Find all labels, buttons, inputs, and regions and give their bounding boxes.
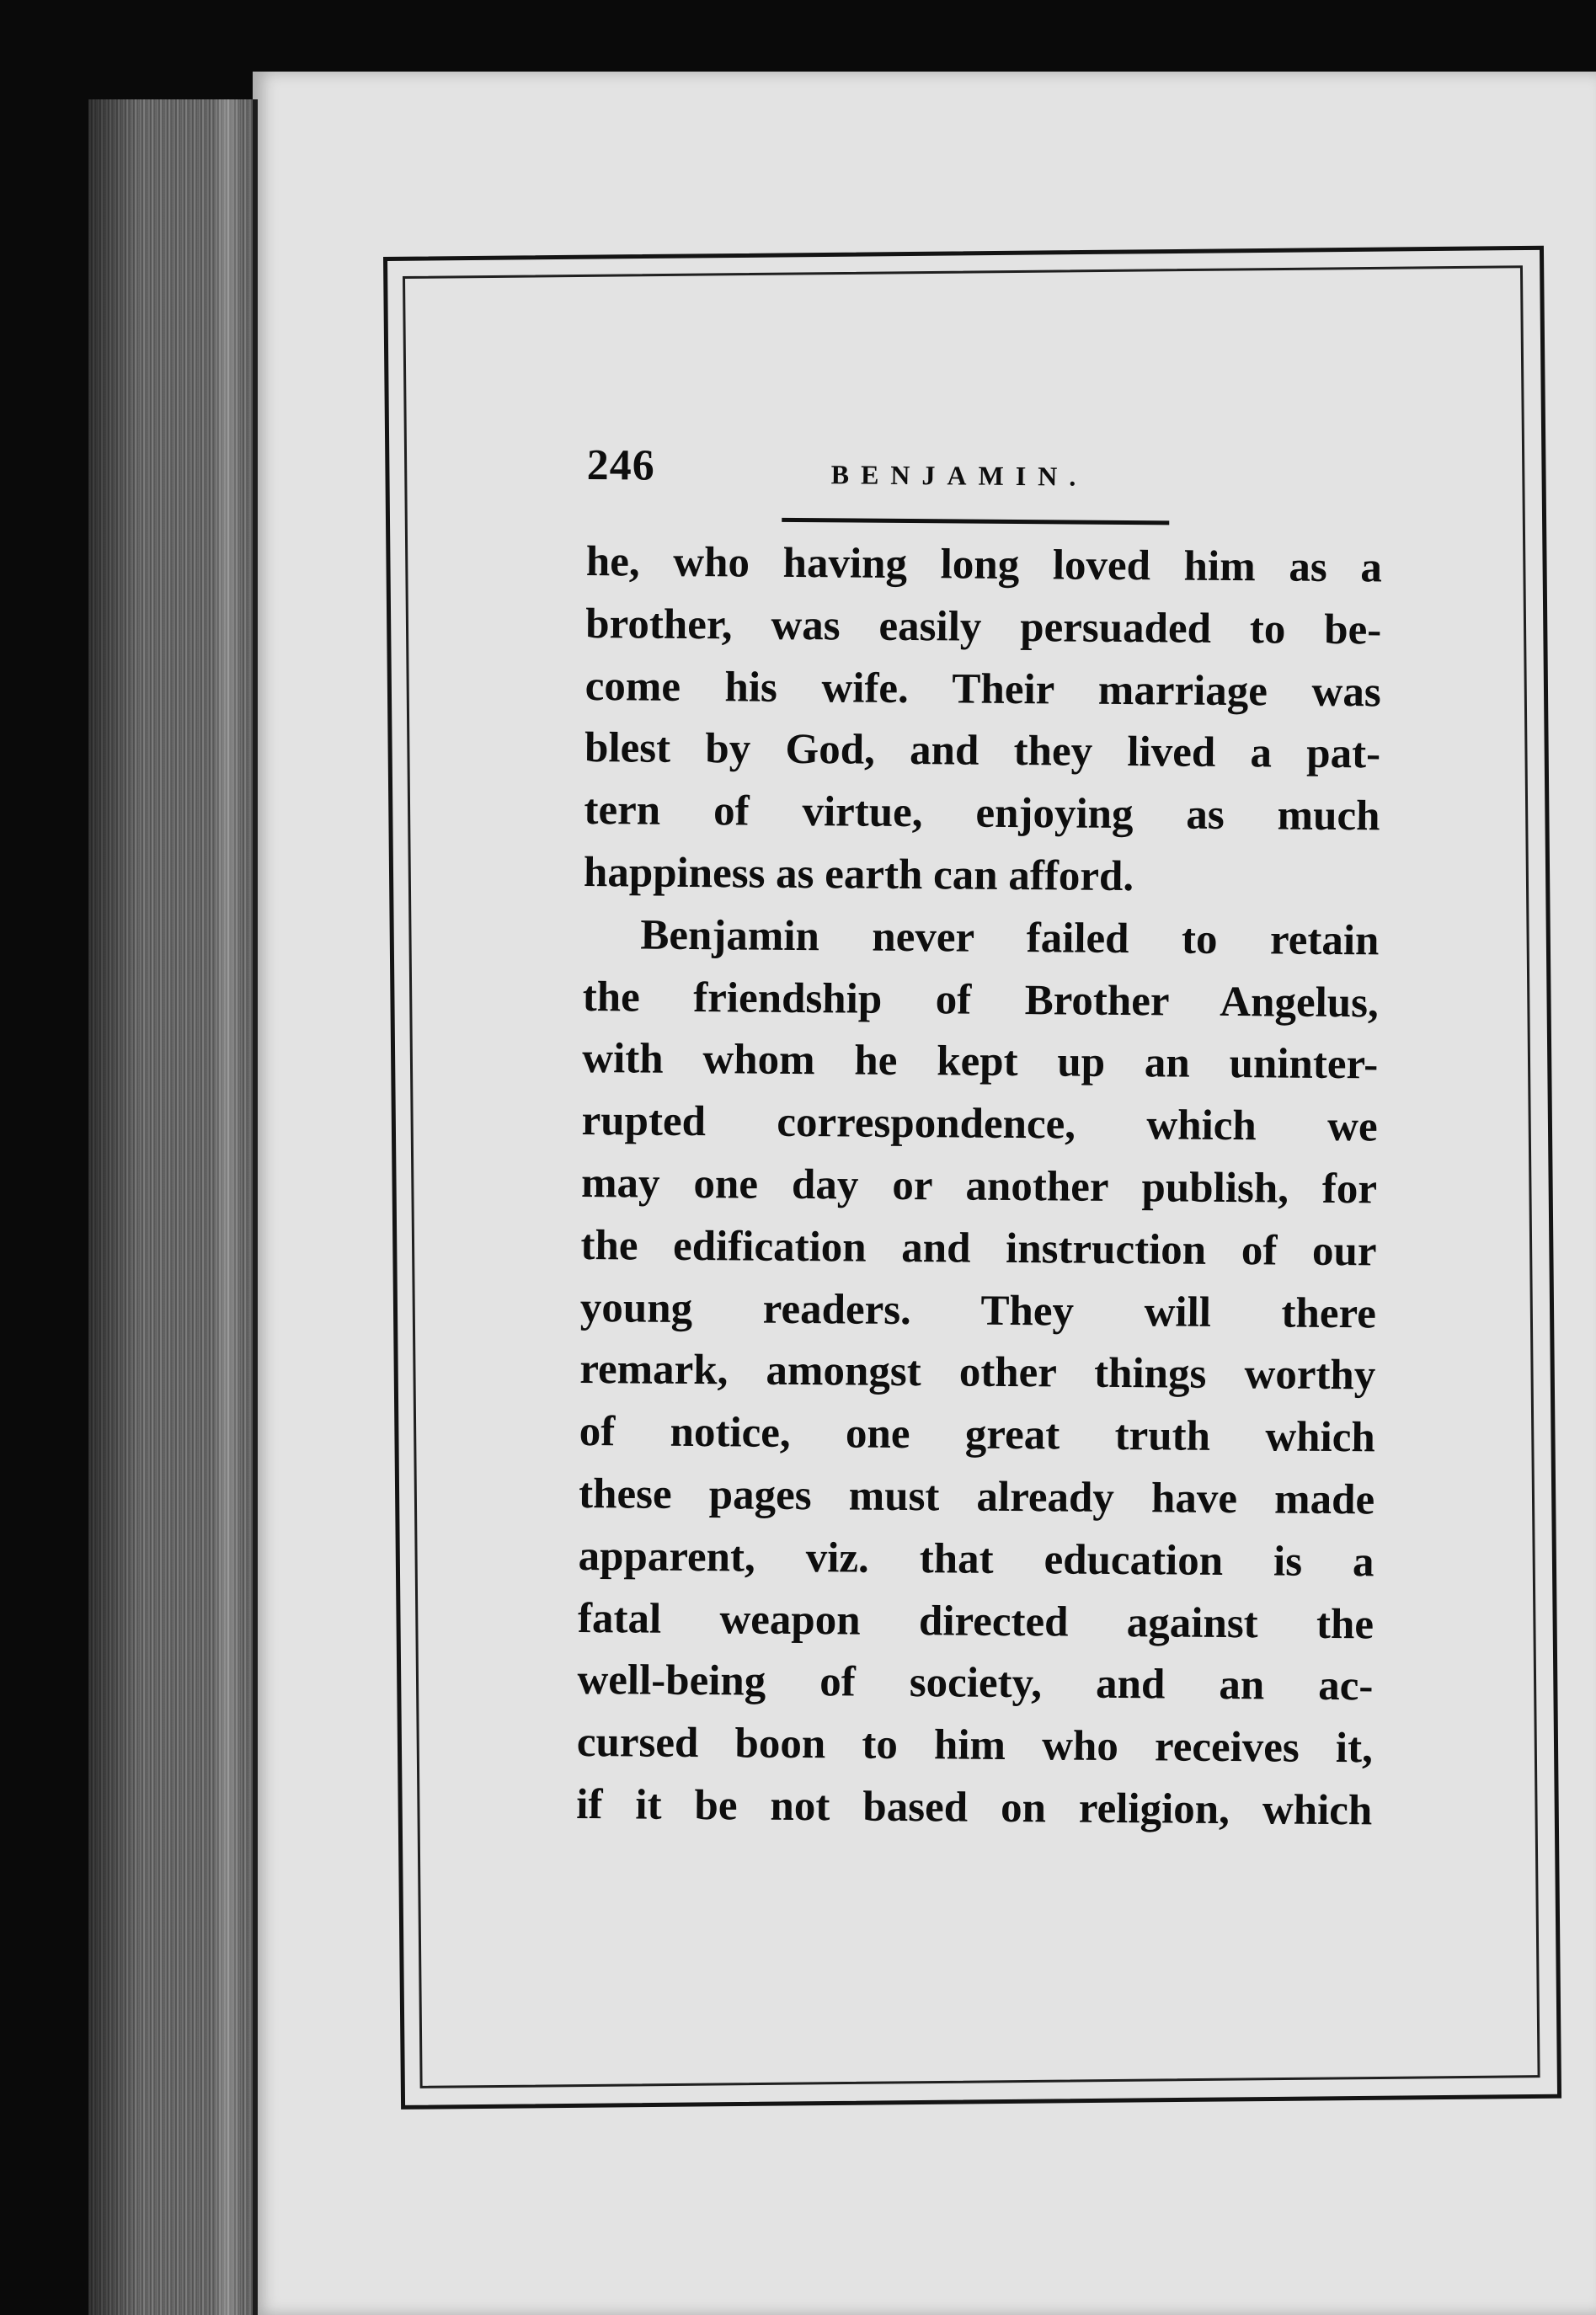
text-line: Benjamin never failed to retain <box>640 911 1380 965</box>
text-line: apparent, viz. that education is a <box>578 1532 1374 1587</box>
gutter-line <box>253 99 258 2315</box>
text-line: come his wife. Their marriage was <box>584 662 1381 717</box>
text-line: well-being of society, and an ac- <box>577 1656 1374 1710</box>
head-rule <box>782 518 1169 525</box>
text-line: the friendship of Brother Angelus, <box>582 973 1380 1027</box>
text-line: brother, was easily persuaded to be- <box>585 600 1382 654</box>
text-line: he, who having long loved him as a <box>585 537 1383 592</box>
text-line: blest by God, and they lived a pat- <box>584 724 1381 778</box>
text-line: of notice, one great truth which <box>579 1408 1375 1462</box>
text-line: cursed boon to him who receives it, <box>576 1719 1374 1773</box>
text-line: tern of virtue, enjoying as much <box>584 787 1380 840</box>
text-line: happiness as earth can afford. <box>583 848 1134 901</box>
edge-highlight <box>215 99 240 2315</box>
text-line: these pages must already have made <box>578 1470 1375 1524</box>
text-line: young readers. They will there <box>579 1283 1377 1337</box>
text-line: fatal weapon directed against the <box>577 1594 1374 1648</box>
text-line: may one day or another publish, for <box>580 1159 1378 1214</box>
text-line: remark, amongst other things worthy <box>579 1346 1376 1400</box>
edge-shadow <box>88 99 139 2315</box>
running-title: BENJAMIN. <box>830 459 1088 492</box>
body-text <box>576 531 1382 1843</box>
page-number: 246 <box>586 440 655 490</box>
text-line: with whom he kept up an uninter- <box>582 1035 1379 1089</box>
running-head <box>586 440 1383 522</box>
text-line: if it be not based on religion, which <box>576 1780 1373 1835</box>
text-line: the edification and instruction of our <box>580 1221 1377 1276</box>
text-line: rupted correspondence, which we <box>581 1097 1378 1151</box>
text-block <box>576 440 1383 1843</box>
